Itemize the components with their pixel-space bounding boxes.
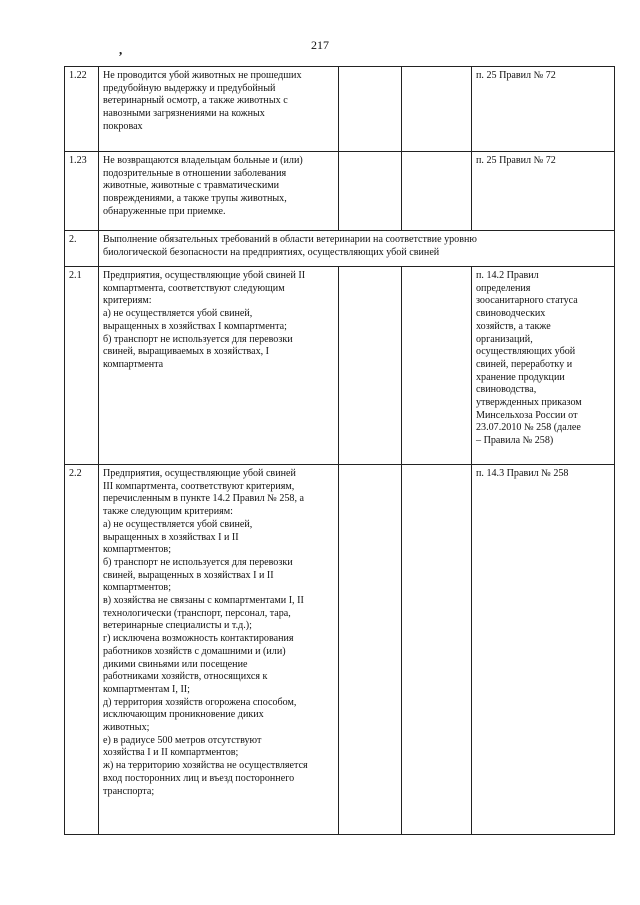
requirement-text: Не возвращаются владельцам больные и (или) подозрительные в отношении заболевания животные, животные с травматическими повреждениями, а также трупы животных, обнаруженные при приемке. — [99, 152, 339, 231]
margin-mark: , — [119, 42, 123, 57]
requirement-text: Предприятия, осуществляющие убой свиней II компартмента, соответствуют следующим критериям: а) не осуществляется убой свиней, выращенных в хозяйствах I компартмента; б) транспорт не используется для перевозки свиней, выращиваемых в хозяйствах, I компартмента — [99, 267, 339, 465]
table-row — [65, 67, 615, 152]
page-number: 217 — [311, 38, 329, 52]
answer-cell — [339, 267, 402, 465]
requirements-table — [64, 66, 615, 835]
section-row — [65, 231, 615, 267]
row-number: 1.22 — [65, 67, 99, 152]
answer-cell — [402, 152, 472, 231]
section-title: Выполнение обязательных требований в области ветеринарии на соответствие уровню биологической безопасности на предприятиях, осуществляющих убой свиней — [99, 231, 615, 267]
table-row — [65, 152, 615, 231]
section-number: 2. — [65, 231, 99, 267]
answer-cell — [402, 67, 472, 152]
table-row — [65, 267, 615, 465]
answer-cell — [402, 465, 472, 835]
answer-cell — [339, 465, 402, 835]
legal-reference: п. 25 Правил № 72 — [472, 67, 615, 152]
legal-reference: п. 14.2 Правил определения зоосанитарного статуса свиноводческих хозяйств, а также организаций, осуществляющих убой свиней, переработку и хранение продукции свиноводства, утвержденных приказом Минсельхоза России от 23.07.2010 № 258 (далее – Правила № 258) — [472, 267, 615, 465]
answer-cell — [339, 152, 402, 231]
row-number: 2.1 — [65, 267, 99, 465]
table-row — [65, 465, 615, 835]
legal-reference: п. 14.3 Правил № 258 — [472, 465, 615, 835]
requirement-text: Не проводится убой животных не прошедших предубойную выдержку и предубойный ветеринарный осмотр, а также животных с навозными загрязнениями на кожных покровах — [99, 67, 339, 152]
row-number: 2.2 — [65, 465, 99, 835]
legal-reference: п. 25 Правил № 72 — [472, 152, 615, 231]
answer-cell — [339, 67, 402, 152]
requirement-text: Предприятия, осуществляющие убой свиней III компартмента, соответствуют критериям, перечисленным в пункте 14.2 Правил № 258, а также следующим критериям: а) не осуществляется убой свиней, выращенных в хозяйствах I и II компартментов; б) транспорт не используется для перевозки свиней, выращенных в хозяйствах I и II компартментов; в) хозяйства не связаны с компартментами I, II технологически (транспорт, персонал, тара, ветеринарные специалисты и т.д.); г) исключена возможность контактирования работников хозяйств с домашними и (или) дикими свиньями или посещение работниками хозяйств, относящихся к компартментам I, II; д) территория хозяйств огорожена способом, исключающим проникновение диких животных; е) в радиусе 500 метров отсутствуют хозяйства I и II компартментов; ж) на территорию хозяйства не осуществляется вход посторонних лиц и въезд постороннего транспорта; — [99, 465, 339, 835]
row-number: 1.23 — [65, 152, 99, 231]
answer-cell — [402, 267, 472, 465]
